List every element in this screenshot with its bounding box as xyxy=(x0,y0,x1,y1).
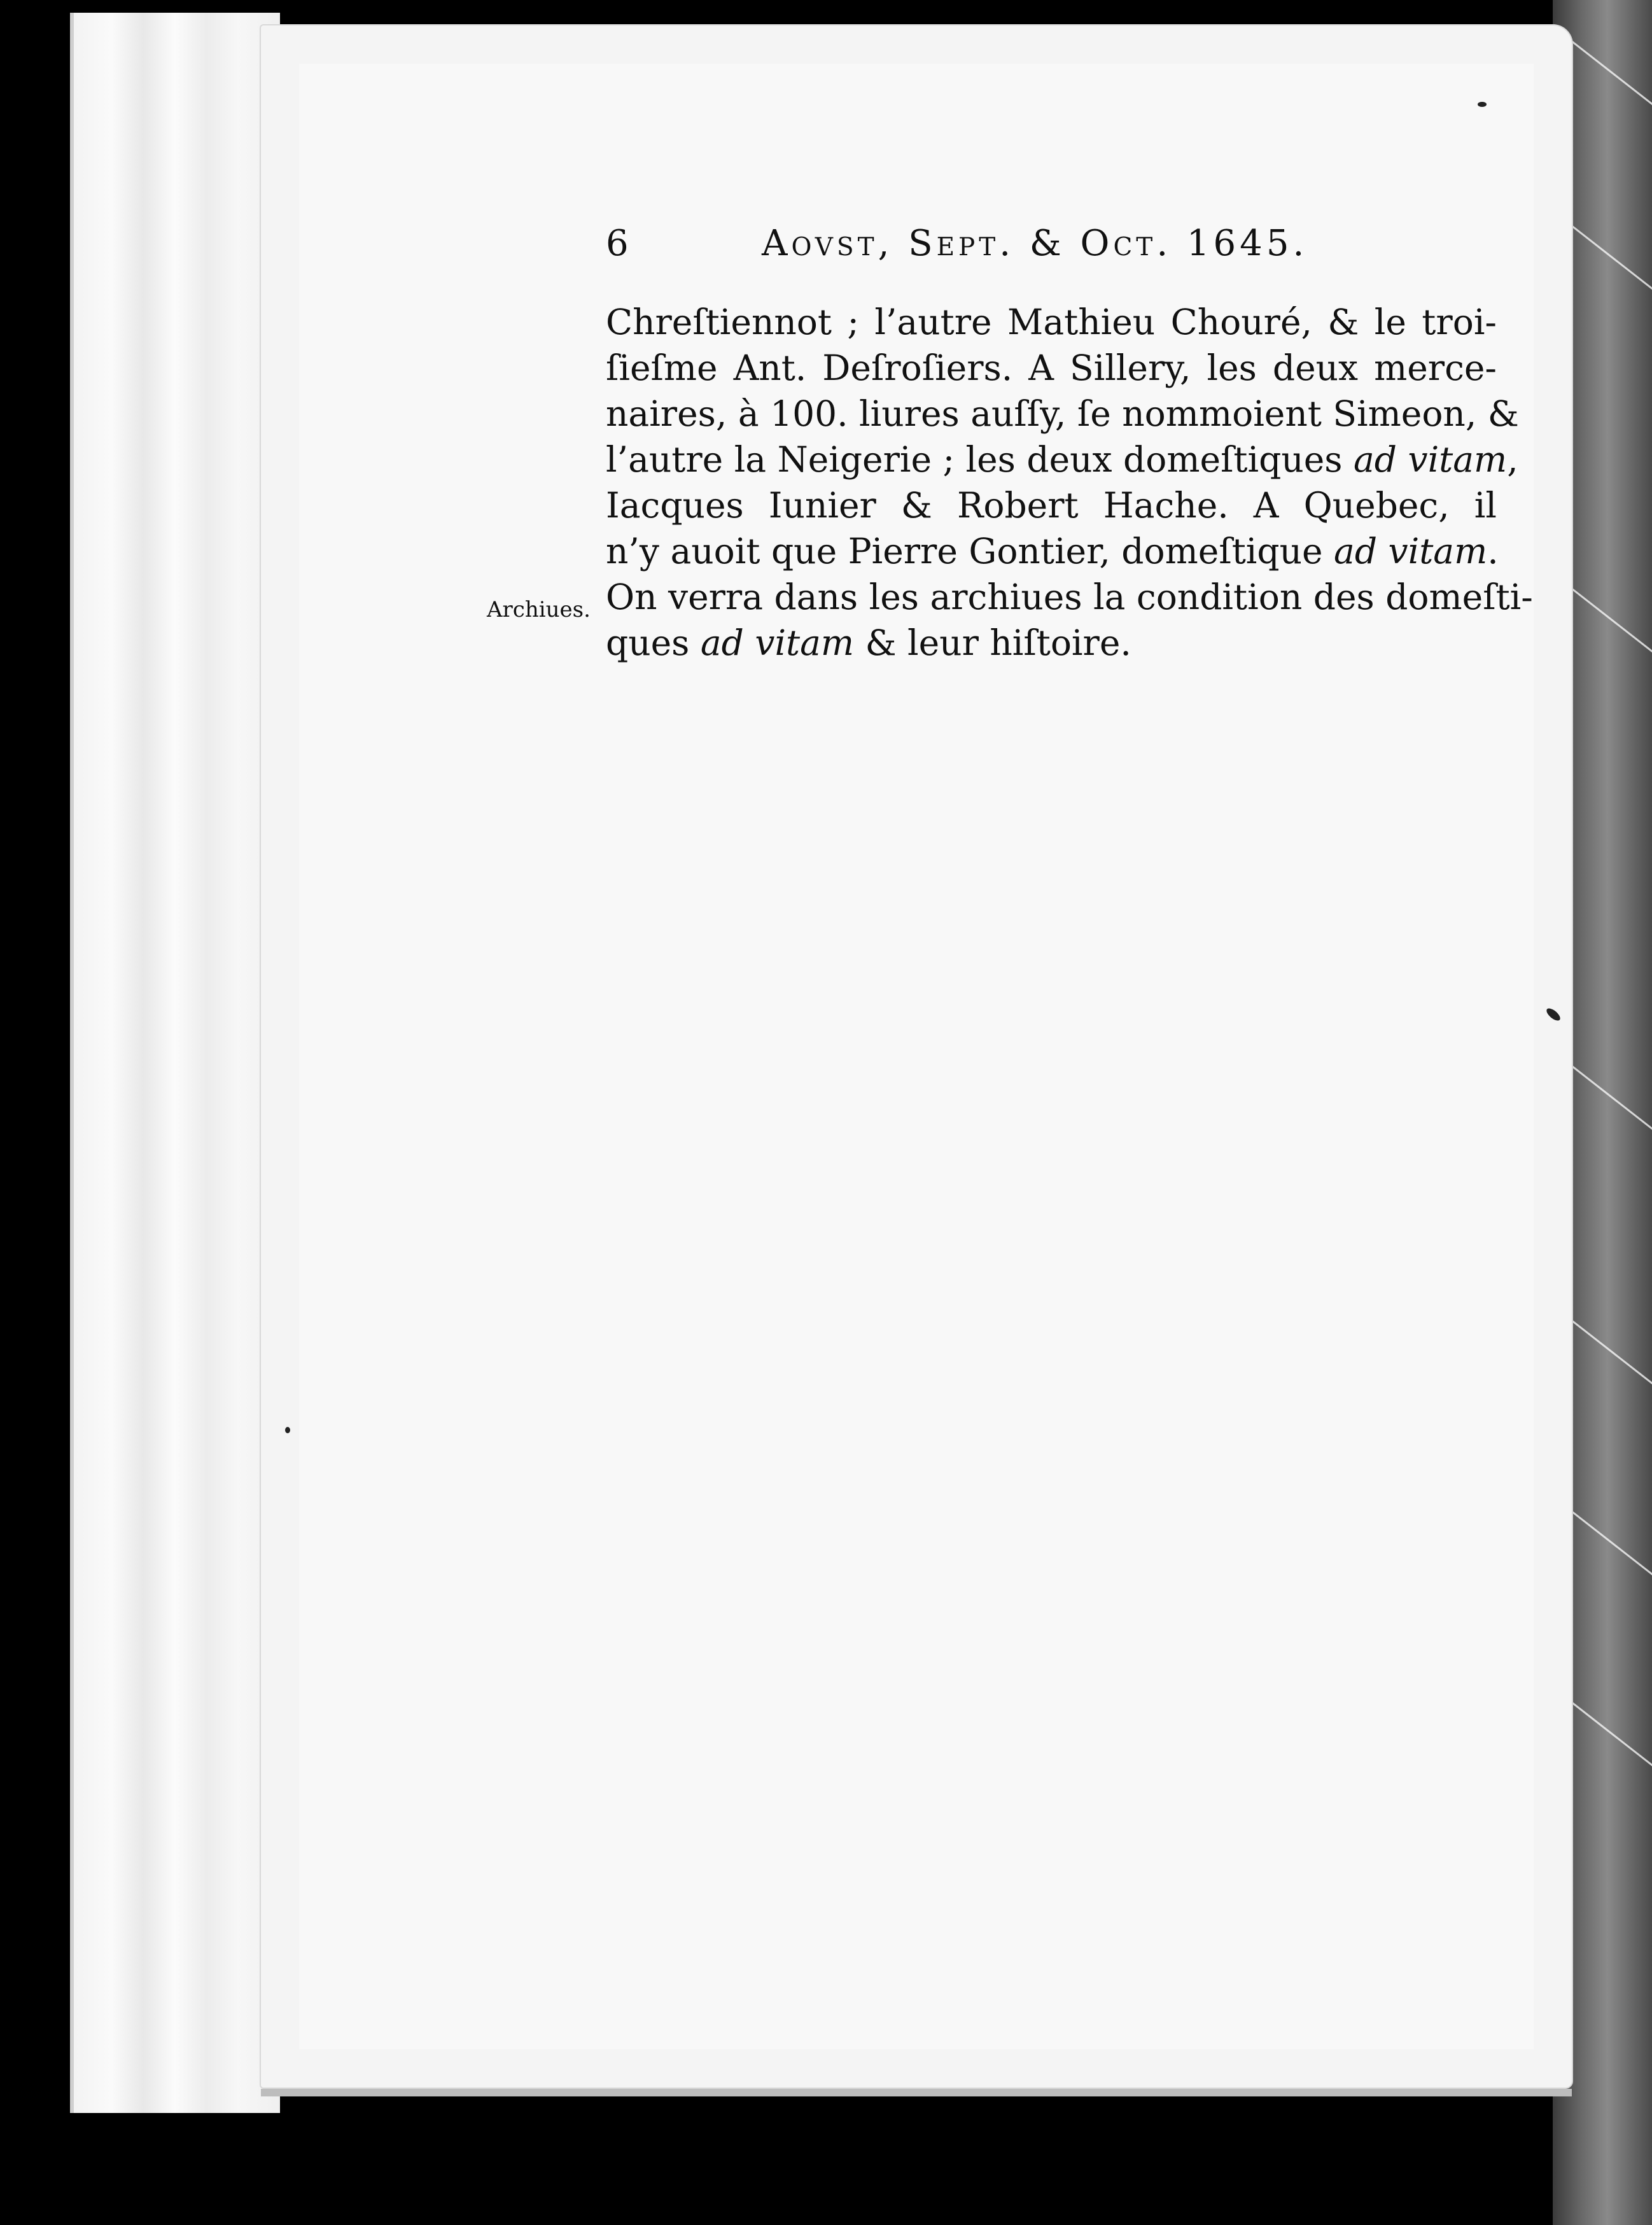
text-line: ques ad vitam & leur hiſtoire. xyxy=(606,622,1131,663)
text-line: ſieſme Ant. Deſroſiers. A Sillery, les deux merce- xyxy=(606,347,1497,388)
running-head xyxy=(606,223,1350,274)
text-line: Chreſtiennot ; l’autre Mathieu Chouré, & le troi- xyxy=(606,302,1497,342)
dust-speck xyxy=(1478,102,1487,107)
text-line: n’y auoit que Pierre Gontier, domeſtique ad vitam. xyxy=(606,531,1499,572)
text-line: Iacques Iunier & Robert Hache. A Quebec, il xyxy=(606,485,1497,526)
margin-note: Archiues. xyxy=(487,597,591,622)
dust-speck xyxy=(285,1427,290,1433)
text-line: On verra dans les archiues la condition des domeſti- xyxy=(606,577,1533,617)
page-bottom-edge xyxy=(261,2089,1572,2096)
body-text xyxy=(606,299,1533,666)
running-head-title: Aovst, Sept. & Oct. 1645. xyxy=(762,223,1308,264)
text-line: naires, à 100. liures auſſy, ſe nommoient Simeon, & xyxy=(606,393,1519,434)
page-number: 6 xyxy=(606,223,633,264)
stacked-page-edges xyxy=(70,13,280,2113)
text-line: l’autre la Neigerie ; les deux domeſtiques ad vitam xyxy=(606,439,1508,480)
